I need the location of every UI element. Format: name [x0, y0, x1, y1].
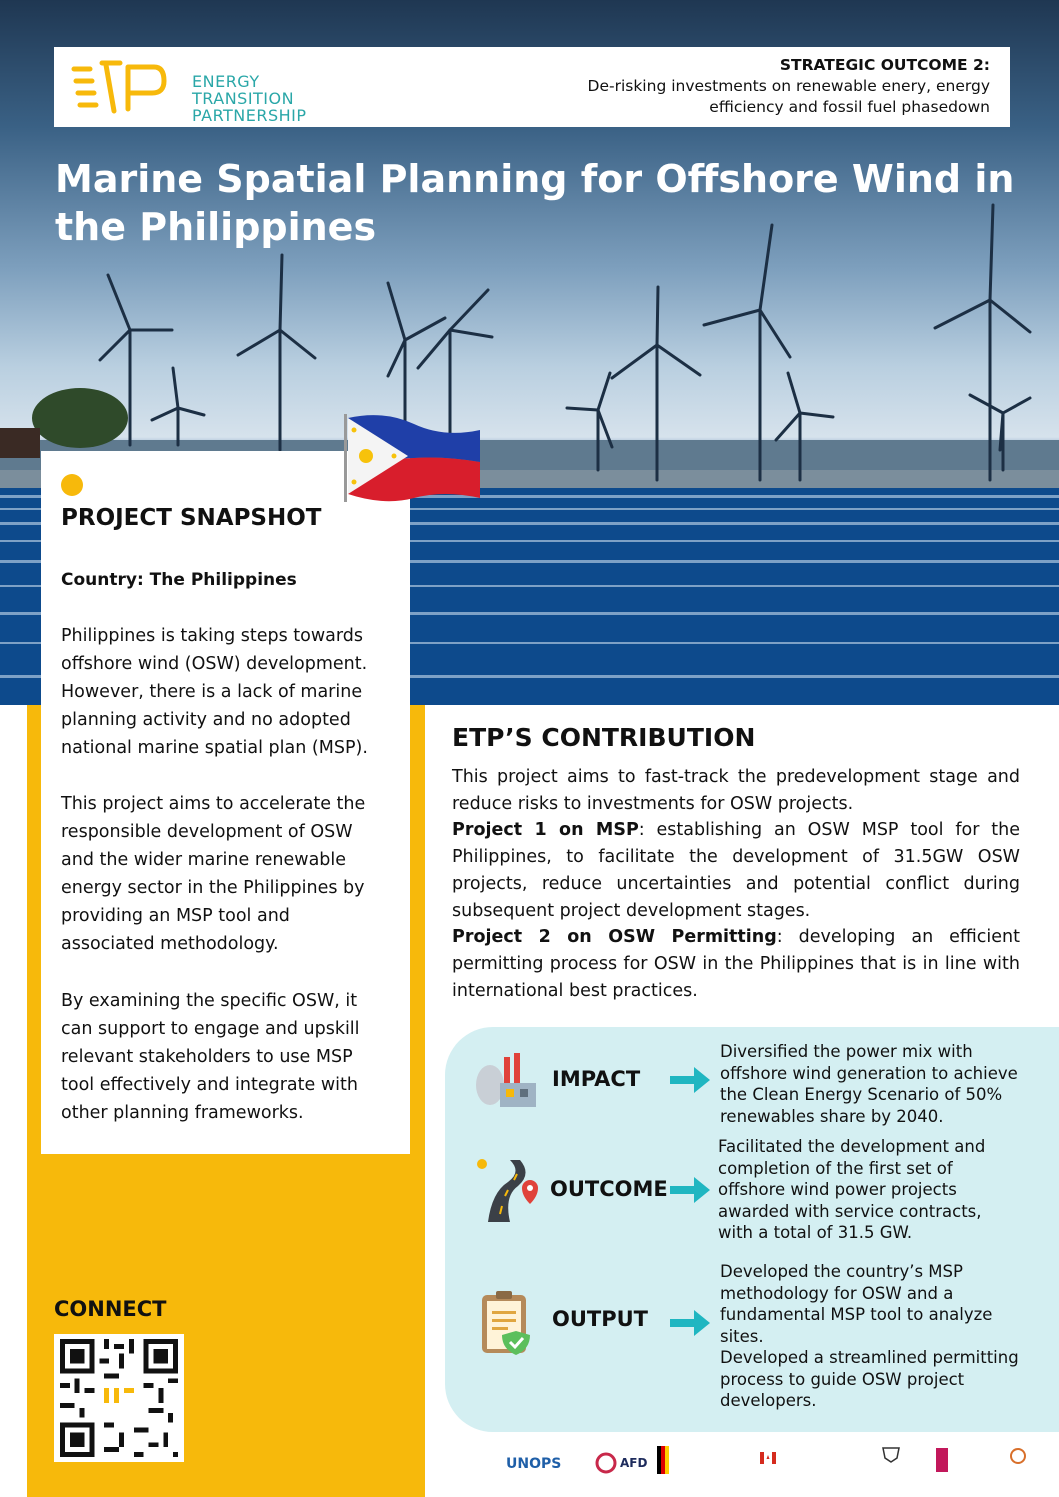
impact-text — [720, 1041, 1030, 1127]
road-pin-icon — [470, 1152, 542, 1224]
snapshot-paragraph-2 — [61, 790, 396, 958]
factory-icon — [470, 1045, 542, 1117]
etp-logo — [68, 59, 368, 125]
partner-logos — [500, 1440, 1055, 1488]
paragraph-line: planning activity and no adopted — [61, 710, 351, 730]
output-line: fundamental MSP tool to analyze — [720, 1305, 993, 1324]
paragraph-line: offshore wind (OSW) development. — [61, 654, 368, 674]
impact-line: the Clean Energy Scenario of 50% — [720, 1085, 1003, 1104]
ciff-logo-icon — [936, 1448, 948, 1472]
paragraph-line: This project aims to accelerate the — [61, 794, 366, 814]
arrow-right-icon — [670, 1310, 710, 1336]
paragraph-line: other planning frameworks. — [61, 1103, 304, 1123]
arrow-right-icon — [670, 1067, 710, 1093]
paragraph-line: associated methodology. — [61, 934, 279, 954]
page-title — [55, 155, 1015, 251]
paragraph-line: energy sector in the Philippines by — [61, 878, 365, 898]
unops-logo: UNOPS — [506, 1456, 562, 1472]
afd-logo-icon — [595, 1452, 617, 1474]
logo-text-line3: PARTNERSHIP — [192, 106, 307, 125]
outcome-text — [718, 1136, 1028, 1244]
snapshot-paragraph-1 — [61, 622, 396, 762]
arrow-right-icon — [670, 1177, 710, 1203]
paragraph-line: responsible development of OSW — [61, 822, 353, 842]
paragraph-line: and the wider marine renewable — [61, 850, 347, 870]
outcome-line: completion of the first set of — [718, 1158, 953, 1178]
impact-line: renewables share by 2040. — [720, 1106, 944, 1126]
output-text — [720, 1261, 1030, 1412]
output-label: OUTPUT — [552, 1307, 648, 1331]
contribution-intro: This project aims to fast-track the predevelopment stage and reduce risks to investments for OSW projects. — [452, 767, 1020, 814]
etp-logo-icon — [68, 59, 178, 115]
strategic-outcome-line1: De-risking investments on renewable enery, energy — [587, 77, 990, 95]
page-title-line2: the Philippines — [55, 205, 377, 249]
clipboard-shield-icon — [470, 1287, 542, 1359]
qr-code[interactable] — [54, 1334, 184, 1462]
impact-line: offshore wind generation to achieve — [720, 1063, 1018, 1083]
country-label: Country: The Philippines — [61, 570, 297, 590]
connect-label: CONNECT — [54, 1297, 167, 1321]
project2-paragraph — [452, 924, 1020, 1004]
output-line: developers. — [720, 1391, 817, 1410]
outcome-line: Facilitated the development and — [718, 1137, 986, 1156]
project1-text: : establishing an OSW MSP tool for the Philippines, to facilitate the development of 31.5GW OSW projects, reduce uncertainties and potential conflict during subsequent project development stages. — [452, 820, 1020, 921]
paragraph-line: However, there is a lack of marine — [61, 682, 363, 702]
output-line: methodology for OSW and a — [720, 1283, 954, 1303]
paragraph-line: national marine spatial plan (MSP). — [61, 738, 368, 758]
output-line: process to guide OSW project — [720, 1369, 965, 1389]
german-flag-icon — [657, 1446, 669, 1474]
project2-text: : developing an efficient permitting process for OSW in the Philippines that is in line with international best practices. — [452, 927, 1021, 1001]
outcome-line: with a total of 31.5 GW. — [718, 1223, 913, 1242]
logo-text-line2: TRANSITION — [192, 89, 295, 108]
paragraph-line: providing an MSP tool and — [61, 906, 290, 926]
outcome-label: OUTCOME — [550, 1177, 668, 1201]
header-bar — [54, 47, 1010, 127]
strategic-outcome-line2: efficiency and fossil fuel phasedown — [709, 98, 990, 116]
contribution-heading: ETP’S CONTRIBUTION — [452, 723, 756, 752]
paragraph-line: tool effectively and integrate with — [61, 1075, 358, 1095]
impact-line: Diversified the power mix with — [720, 1042, 973, 1061]
project2-label: Project 2 on OSW Permitting — [452, 927, 777, 948]
page-title-line1: Marine Spatial Planning for Offshore Wind in — [55, 157, 1015, 201]
afd-logo: AFD — [620, 1456, 648, 1470]
logo-text-line1: ENERGY — [192, 72, 260, 91]
project1-label: Project 1 on MSP — [452, 820, 639, 841]
paragraph-line: Philippines is taking steps towards — [61, 626, 363, 646]
australia-crest-icon — [880, 1442, 902, 1464]
contribution-body — [452, 764, 1020, 1004]
strategic-outcome — [588, 55, 990, 118]
paragraph-line: can support to engage and upskill — [61, 1019, 360, 1039]
outcome-line: offshore wind power projects — [718, 1180, 957, 1199]
output-line: sites. — [720, 1326, 764, 1346]
yellow-dot-icon — [61, 474, 83, 496]
impact-label: IMPACT — [552, 1067, 641, 1091]
philippines-flag-icon — [344, 410, 484, 508]
snapshot-heading: PROJECT SNAPSHOT — [61, 505, 322, 531]
snapshot-paragraph-3 — [61, 987, 396, 1127]
canada-flag-icon — [760, 1452, 776, 1464]
sequoia-logo-icon — [1008, 1446, 1028, 1466]
output-line: Developed a streamlined permitting — [720, 1348, 1019, 1367]
logo-text — [192, 73, 307, 124]
outcome-line: awarded with service contracts, — [718, 1201, 982, 1221]
paragraph-line: By examining the specific OSW, it — [61, 991, 358, 1011]
qr-code-icon — [54, 1334, 184, 1462]
strategic-outcome-label: STRATEGIC OUTCOME 2: — [779, 56, 990, 74]
project1-paragraph — [452, 817, 1020, 924]
paragraph-line: relevant stakeholders to use MSP — [61, 1047, 353, 1067]
output-line: Developed the country’s MSP — [720, 1262, 963, 1281]
